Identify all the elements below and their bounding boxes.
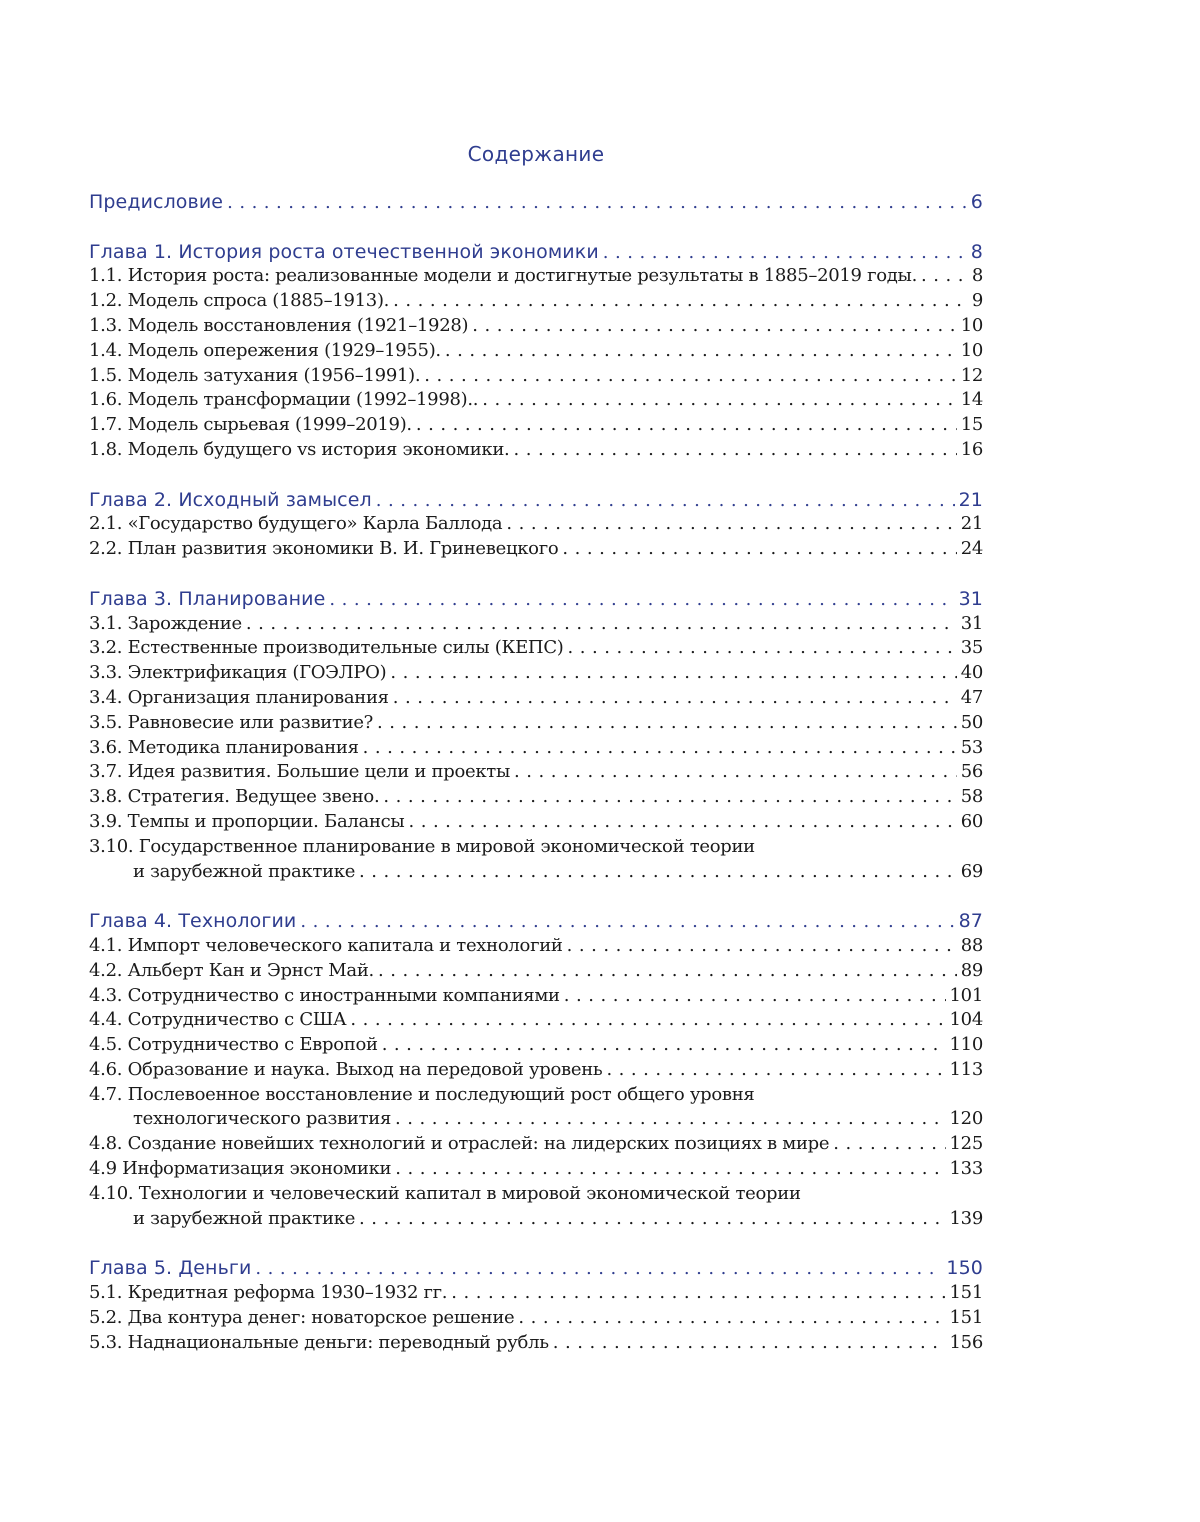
page-number: 69 bbox=[961, 860, 983, 885]
dot-leader bbox=[506, 512, 956, 537]
dot-leader bbox=[393, 686, 957, 711]
section-title: 3.7. Идея развития. Большие цели и проекты bbox=[89, 760, 510, 785]
section-title: 1.8. Модель будущего vs история экономики. bbox=[89, 438, 509, 463]
toc-section-entry[interactable] bbox=[89, 934, 983, 959]
toc-section-entry[interactable] bbox=[89, 810, 983, 835]
section-title: 1.3. Модель восстановления (1921–1928) bbox=[89, 314, 468, 339]
section-title: 3.6. Методика планирования bbox=[89, 736, 359, 761]
page-number: 89 bbox=[961, 959, 983, 984]
dot-leader bbox=[562, 537, 956, 562]
dot-leader bbox=[603, 240, 967, 266]
page-number: 113 bbox=[950, 1058, 983, 1083]
dot-leader bbox=[300, 909, 954, 935]
toc-section-entry[interactable] bbox=[89, 1157, 983, 1182]
page-number: 12 bbox=[961, 364, 983, 389]
dot-leader bbox=[377, 711, 957, 736]
dot-leader bbox=[350, 1008, 945, 1033]
toc-section-entry[interactable] bbox=[89, 1107, 983, 1132]
dot-leader bbox=[567, 934, 957, 959]
page-number: 6 bbox=[971, 190, 983, 215]
section-title: 3.1. Зарождение bbox=[89, 612, 242, 637]
dot-leader bbox=[568, 636, 957, 661]
page-number: 14 bbox=[961, 388, 983, 413]
toc-chapter-entry[interactable] bbox=[89, 488, 983, 513]
dot-leader bbox=[329, 587, 954, 613]
section-title: 4.9 Информатизация экономики bbox=[89, 1157, 391, 1182]
toc-section-entry[interactable] bbox=[89, 661, 983, 686]
chapter-title: Глава 4. Технологии bbox=[89, 909, 296, 934]
toc-section-entry[interactable] bbox=[89, 760, 983, 785]
section-title: 3.2. Естественные производительные силы (КЕПС) bbox=[89, 636, 564, 661]
toc-section-entry[interactable] bbox=[89, 264, 983, 289]
dot-leader bbox=[246, 612, 957, 637]
section-title: технологического развития bbox=[89, 1107, 391, 1132]
section-gap bbox=[89, 463, 983, 488]
page-number: 101 bbox=[950, 984, 983, 1009]
chapter-title: Глава 5. Деньги bbox=[89, 1256, 251, 1281]
page-number: 151 bbox=[950, 1306, 983, 1331]
toc-section-entry[interactable] bbox=[89, 785, 983, 810]
page-number: 151 bbox=[950, 1281, 983, 1306]
section-gap bbox=[89, 1231, 983, 1256]
dot-leader bbox=[451, 1281, 945, 1306]
page-number: 10 bbox=[961, 314, 983, 339]
toc-section-entry[interactable] bbox=[89, 835, 983, 860]
dot-leader bbox=[376, 488, 955, 514]
page-number: 15 bbox=[961, 413, 983, 438]
toc-section-entry[interactable] bbox=[89, 289, 983, 314]
toc-section-entry[interactable] bbox=[89, 537, 983, 562]
dot-leader bbox=[513, 438, 956, 463]
toc-section-entry[interactable] bbox=[89, 1033, 983, 1058]
toc-section-entry[interactable] bbox=[89, 1331, 983, 1356]
page-number: 8 bbox=[971, 240, 983, 265]
toc-chapter-entry[interactable] bbox=[89, 1256, 983, 1281]
page-number: 150 bbox=[946, 1256, 983, 1281]
dot-leader bbox=[424, 364, 956, 389]
page-number: 60 bbox=[961, 810, 983, 835]
section-title: 1.4. Модель опережения (1929–1955). bbox=[89, 339, 441, 364]
section-title: 3.8. Стратегия. Ведущее звено. bbox=[89, 785, 379, 810]
section-title: 5.2. Два контура денег: новаторское решение bbox=[89, 1306, 514, 1331]
toc-section-entry[interactable] bbox=[89, 314, 983, 339]
toc-section-entry[interactable] bbox=[89, 1008, 983, 1033]
toc-section-entry[interactable] bbox=[89, 364, 983, 389]
section-title: 1.1. История роста: реализованные модели и достигнутые результаты в 1885–2019 годы. bbox=[89, 264, 917, 289]
dot-leader bbox=[359, 1207, 945, 1232]
chapter-title: Глава 3. Планирование bbox=[89, 587, 325, 612]
section-title: 4.1. Импорт человеческого капитала и технологий bbox=[89, 934, 563, 959]
section-title: 3.3. Электрификация (ГОЭЛРО) bbox=[89, 661, 386, 686]
page-number: 110 bbox=[950, 1033, 983, 1058]
chapter-title: Глава 2. Исходный замысел bbox=[89, 488, 372, 513]
section-gap bbox=[89, 884, 983, 909]
dot-leader bbox=[416, 413, 957, 438]
toc-section-entry[interactable] bbox=[89, 612, 983, 637]
dot-leader bbox=[564, 984, 946, 1009]
toc-chapter-entry[interactable] bbox=[89, 909, 983, 934]
toc-section-entry[interactable] bbox=[89, 636, 983, 661]
section-title: 3.5. Равновесие или развитие? bbox=[89, 711, 373, 736]
section-title: 1.2. Модель спроса (1885–1913). bbox=[89, 289, 389, 314]
page-title: Содержание bbox=[0, 142, 1072, 166]
chapter-title: Предисловие bbox=[89, 190, 223, 215]
page-number: 88 bbox=[961, 934, 983, 959]
section-title: 4.7. Послевоенное восстановление и последующий рост общего уровня bbox=[89, 1083, 754, 1108]
section-title: 4.4. Сотрудничество с США bbox=[89, 1008, 346, 1033]
section-title: 5.3. Наднациональные деньги: переводный рубль bbox=[89, 1331, 549, 1356]
section-title: 4.2. Альберт Кан и Эрнст Май. bbox=[89, 959, 374, 984]
toc-list bbox=[89, 190, 983, 1355]
toc-section-entry[interactable] bbox=[89, 1182, 983, 1207]
toc-section-entry[interactable] bbox=[89, 1281, 983, 1306]
page-number: 133 bbox=[950, 1157, 983, 1182]
page-number: 120 bbox=[950, 1107, 983, 1132]
page-number: 125 bbox=[950, 1132, 983, 1157]
page-number: 139 bbox=[950, 1207, 983, 1232]
chapter-title: Глава 1. История роста отечественной экономики bbox=[89, 240, 599, 265]
page-number: 56 bbox=[961, 760, 983, 785]
section-title: 5.1. Кредитная реформа 1930–1932 гг. bbox=[89, 1281, 447, 1306]
toc-section-entry[interactable] bbox=[89, 1207, 983, 1232]
section-title: 3.4. Организация планирования bbox=[89, 686, 389, 711]
page-number: 104 bbox=[950, 1008, 983, 1033]
page-number: 40 bbox=[961, 661, 983, 686]
page-number: 31 bbox=[959, 587, 983, 612]
dot-leader bbox=[359, 860, 957, 885]
toc-section-entry[interactable] bbox=[89, 686, 983, 711]
section-title: 1.6. Модель трансформации (1992–1998).. bbox=[89, 388, 478, 413]
toc-section-entry[interactable] bbox=[89, 984, 983, 1009]
section-title: 4.8. Создание новейших технологий и отраслей: на лидерских позициях в мире bbox=[89, 1132, 829, 1157]
toc-section-entry[interactable] bbox=[89, 512, 983, 537]
section-title: 4.10. Технологии и человеческий капитал в мировой экономической теории bbox=[89, 1182, 801, 1207]
toc-section-entry[interactable] bbox=[89, 1058, 983, 1083]
dot-leader bbox=[382, 1033, 946, 1058]
page-number: 21 bbox=[961, 512, 983, 537]
toc-section-entry[interactable] bbox=[89, 1083, 983, 1108]
toc-section-entry[interactable] bbox=[89, 413, 983, 438]
section-title: 3.9. Темпы и пропорции. Балансы bbox=[89, 810, 404, 835]
section-title: 4.5. Сотрудничество с Европой bbox=[89, 1033, 378, 1058]
dot-leader bbox=[833, 1132, 945, 1157]
page-number: 156 bbox=[950, 1331, 983, 1356]
dot-leader bbox=[395, 1107, 946, 1132]
toc-section-entry[interactable] bbox=[89, 388, 983, 413]
dot-leader bbox=[472, 314, 956, 339]
toc-chapter-entry[interactable] bbox=[89, 587, 983, 612]
section-title: 3.10. Государственное планирование в мировой экономической теории bbox=[89, 835, 755, 860]
dot-leader bbox=[514, 760, 957, 785]
section-title: и зарубежной практике bbox=[89, 860, 355, 885]
toc-section-entry[interactable] bbox=[89, 860, 983, 885]
section-title: 1.5. Модель затухания (1956–1991). bbox=[89, 364, 420, 389]
dot-leader bbox=[390, 661, 956, 686]
toc-section-entry[interactable] bbox=[89, 736, 983, 761]
dot-leader bbox=[363, 736, 957, 761]
dot-leader bbox=[255, 1256, 942, 1282]
page-number: 35 bbox=[961, 636, 983, 661]
toc-chapter-entry[interactable] bbox=[89, 190, 983, 215]
page-number: 58 bbox=[961, 785, 983, 810]
dot-leader bbox=[383, 785, 956, 810]
toc-section-entry[interactable] bbox=[89, 339, 983, 364]
section-gap bbox=[89, 215, 983, 240]
dot-leader bbox=[393, 289, 968, 314]
toc-section-entry[interactable] bbox=[89, 1132, 983, 1157]
page-number: 16 bbox=[961, 438, 983, 463]
section-title: и зарубежной практике bbox=[89, 1207, 355, 1232]
dot-leader bbox=[553, 1331, 946, 1356]
dot-leader bbox=[408, 810, 956, 835]
toc-section-entry[interactable] bbox=[89, 711, 983, 736]
page-number: 50 bbox=[961, 711, 983, 736]
page-number: 24 bbox=[961, 537, 983, 562]
dot-leader bbox=[921, 264, 968, 289]
page-number: 31 bbox=[961, 612, 983, 637]
dot-leader bbox=[378, 959, 957, 984]
dot-leader bbox=[445, 339, 957, 364]
toc-chapter-entry[interactable] bbox=[89, 240, 983, 265]
section-gap bbox=[89, 562, 983, 587]
page-number: 10 bbox=[961, 339, 983, 364]
dot-leader bbox=[395, 1157, 945, 1182]
page-number: 47 bbox=[961, 686, 983, 711]
toc-page bbox=[0, 0, 1200, 1522]
section-title: 1.7. Модель сырьевая (1999–2019). bbox=[89, 413, 412, 438]
page-number: 87 bbox=[959, 909, 983, 934]
page-number: 8 bbox=[972, 264, 983, 289]
section-title: 4.6. Образование и наука. Выход на передовой уровень bbox=[89, 1058, 602, 1083]
page-number: 21 bbox=[959, 488, 983, 513]
section-title: 2.2. План развития экономики В. И. Гриневецкого bbox=[89, 537, 558, 562]
page-number: 53 bbox=[961, 736, 983, 761]
toc-section-entry[interactable] bbox=[89, 1306, 983, 1331]
section-title: 4.3. Сотрудничество с иностранными компаниями bbox=[89, 984, 560, 1009]
dot-leader bbox=[606, 1058, 945, 1083]
dot-leader bbox=[227, 190, 967, 216]
toc-section-entry[interactable] bbox=[89, 438, 983, 463]
dot-leader bbox=[482, 388, 956, 413]
section-title: 2.1. «Государство будущего» Карла Баллода bbox=[89, 512, 502, 537]
page-number: 9 bbox=[972, 289, 983, 314]
toc-section-entry[interactable] bbox=[89, 959, 983, 984]
dot-leader bbox=[518, 1306, 945, 1331]
